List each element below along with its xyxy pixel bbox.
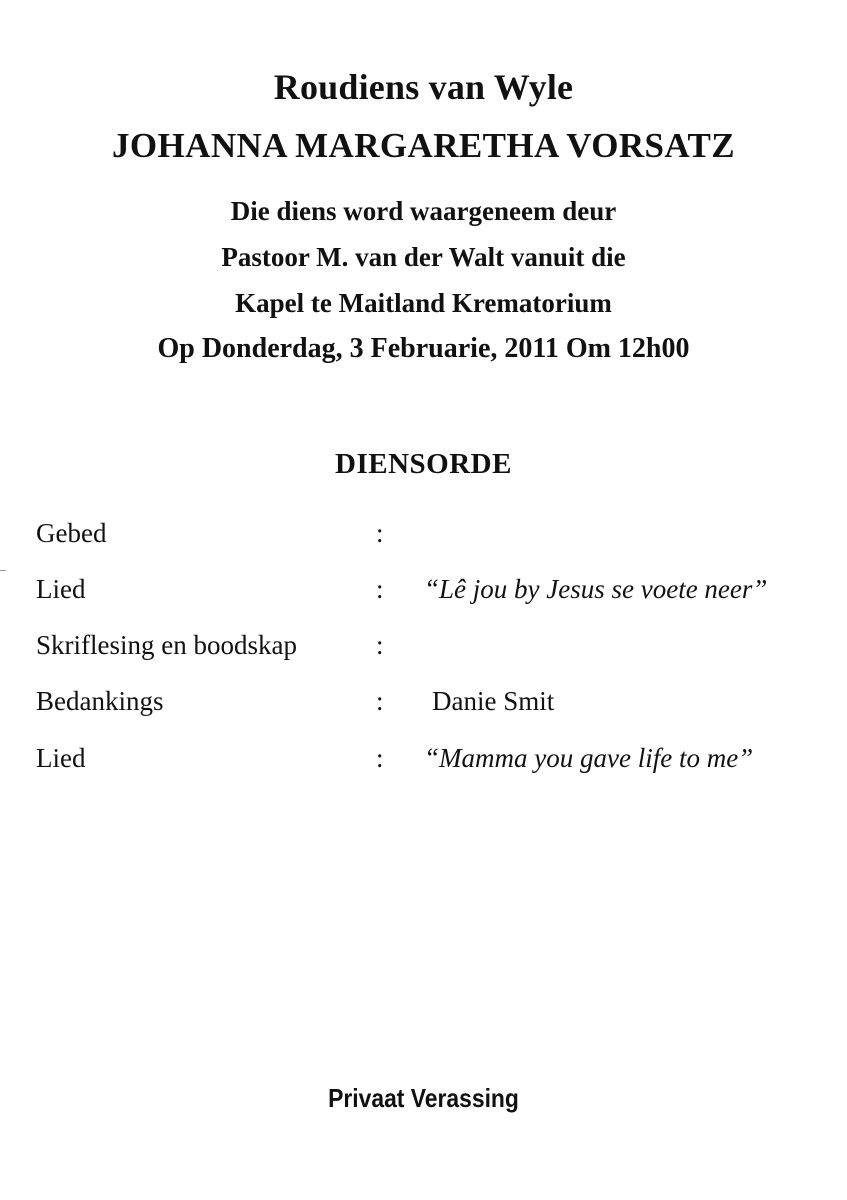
order-item-label: Gebed <box>36 518 107 548</box>
order-row-bedankings <box>0 686 847 726</box>
private-cremation-note: Privaat Verassing <box>328 1083 519 1113</box>
service-info-line-2: Pastoor M. van der Walt vanuit die <box>221 242 626 272</box>
order-item-colon: : <box>376 574 384 604</box>
order-item-colon: : <box>376 743 384 773</box>
order-item-detail: Danie Smit <box>432 686 555 716</box>
order-item-label: Lied <box>36 743 86 773</box>
order-item-label: Bedankings <box>36 686 164 716</box>
order-item-label: Lied <box>36 574 86 604</box>
order-item-colon: : <box>376 518 384 548</box>
order-item-colon: : <box>376 686 384 716</box>
order-row-skriflesing <box>0 630 847 670</box>
scan-edge-mark <box>0 570 6 571</box>
order-row-lied-2 <box>0 743 847 783</box>
service-info-line-1: Die diens word waargeneem deur <box>230 196 617 226</box>
deceased-name: JOHANNA MARGARETHA VORSATZ <box>112 126 735 165</box>
order-row-gebed <box>0 518 847 558</box>
order-item-detail: “Lê jou by Jesus se voete neer” <box>424 574 768 604</box>
service-info-line-3: Kapel te Maitland Krematorium <box>235 288 612 318</box>
order-row-lied-1 <box>0 574 847 614</box>
order-item-detail: “Mamma you gave life to me” <box>424 743 754 773</box>
order-of-service-title: DIENSORDE <box>335 448 512 480</box>
service-date-time: Op Donderdag, 3 Februarie, 2011 Om 12h00 <box>157 333 690 364</box>
order-item-label: Skriflesing en boodskap <box>36 630 297 660</box>
order-item-colon: : <box>376 630 384 660</box>
page-title: Roudiens van Wyle <box>273 67 574 107</box>
